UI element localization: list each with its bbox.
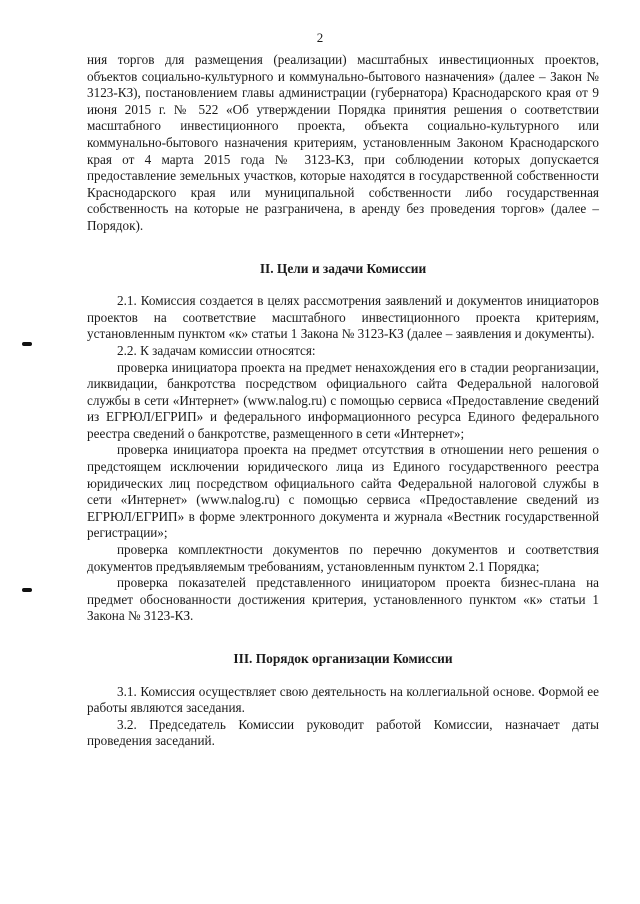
section-3-paragraph-2: 3.2. Председатель Комиссии руководит работой Комиссии, назначает даты проведения заседаний. xyxy=(87,716,599,749)
section-3-heading: III. Порядок организации Комиссии xyxy=(233,651,453,666)
section-2-paragraph-2: 2.2. К задачам комиссии относятся: xyxy=(117,342,316,358)
page-number: 2 xyxy=(316,30,324,45)
section-2-paragraph-1: 2.1. Комиссия создается в целях рассмотрения заявлений и документов инициаторов проектов на соответствие масштабного инвестиционного проекта критериям, установленным пунктом «к» статьи 1 Закона № 3123-КЗ (далее – заявления и документы). xyxy=(87,293,599,342)
section-2-task-1: проверка инициатора проекта на предмет ненахождения его в стадии реорганизации, ликвидации, банкротства посредством официального сайта Федеральной налоговой службы в сети «Интернет» (www.nalog.ru) с помощью сервиса «Предоставление сведений из ЕГРЮЛ/ЕГРИП» и федерального информационного ресурса Единого федерального реестра сведений о банкротстве, размещенного в сети «Интернет»; xyxy=(87,359,599,441)
binding-hole-mark-bottom xyxy=(22,588,32,592)
binding-hole-mark-top xyxy=(22,342,32,346)
section-2-heading: II. Цели и задачи Комиссии xyxy=(259,260,427,276)
document-body xyxy=(87,52,599,750)
section-3-paragraph-1: 3.1. Комиссия осуществляет свою деятельность на коллегиальной основе. Формой ее работы являются заседания. xyxy=(87,683,599,716)
intro-paragraph: ния торгов для размещения (реализации) масштабных инвестиционных проектов, объектов социально-культурного и коммунально-бытового назначения» (далее – Закон № 3123-КЗ), постановлением главы администрации (губернатора) Краснодарского края от 9 июня 2015 г. № 522 «Об утверждении Порядка принятия решения о соответствии масштабного инвестиционного проекта, объекта социально-культурного или коммунально-бытового назначения критериям, установленным Законом Краснодарского края от 4 марта 2015 года № 3123-КЗ, при соблюдении которых допускается предоставление земельных участков, которые находятся в государственной собственности Краснодарского края или муниципальной собственности либо государственная собственность на которые не разграничена, в аренду без проведения торгов» (далее – Порядок). xyxy=(87,52,599,233)
section-2-task-3: проверка комплектности документов по перечню документов и соответствия документов предъявляемым требованиям, установленным пунктом 2.1 Порядка; xyxy=(87,542,599,574)
section-2-task-2: проверка инициатора проекта на предмет отсутствия в отношении него решения о предстоящем исключении юридического лица из Единого государственного реестра юридических лиц посредством официального сайта Федеральной налоговой службы в сети «Интернет» (www.nalog.ru) с помощью сервиса «Предоставление сведений из ЕГРЮЛ/ЕГРИП» в форме электронного документа и журнала «Вестник государственной регистрации»; xyxy=(87,442,599,541)
section-2-task-4: проверка показателей представленного инициатором проекта бизнес-плана на предмет обоснованности достижения критерия, установленного пунктом «к» статьи 1 Закона № 3123-КЗ. xyxy=(87,575,599,624)
